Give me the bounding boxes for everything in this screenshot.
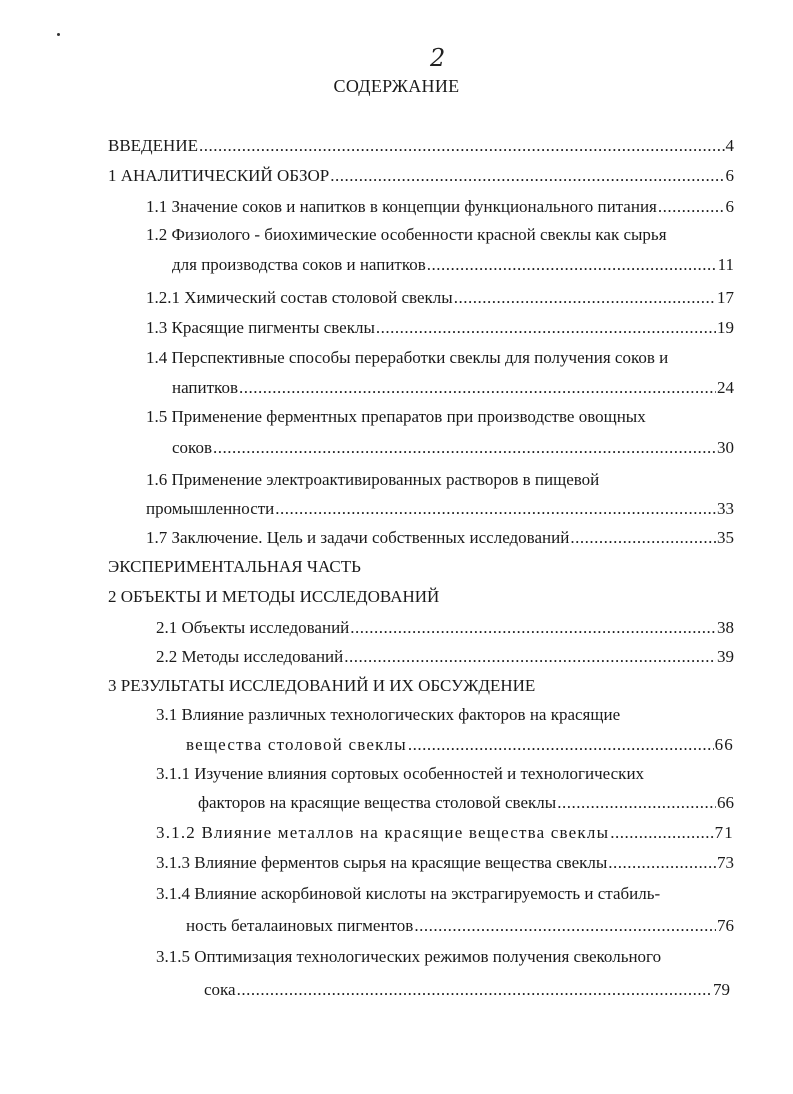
toc-entry-text: промышленности (146, 499, 275, 518)
toc-entry-1-6-line1[interactable]: 1.6 Применение электроактивированных растворов в пищевой (146, 470, 600, 489)
dot-leader (330, 165, 724, 187)
toc-entry-page: 24 (717, 378, 734, 397)
toc-entry-3-1-4-line1[interactable]: 3.1.4 Влияние аскорбиновой кислоты на экстрагируемость и стабиль- (156, 884, 661, 903)
toc-entry-chapter-2[interactable]: 2 ОБЪЕКТЫ И МЕТОДЫ ИССЛЕДОВАНИЙ (108, 587, 440, 606)
dot-leader (557, 792, 716, 814)
toc-entry-1-3[interactable] (146, 317, 734, 339)
toc-entry-1-5-line1[interactable]: 1.5 Применение ферментных препаратов при производстве овощных (146, 407, 646, 426)
toc-entry-2-2[interactable] (156, 646, 734, 668)
toc-entry-text: соков (172, 438, 212, 457)
toc-entry-page: 19 (717, 318, 734, 337)
toc-entry-page: 39 (717, 647, 734, 666)
toc-entry-1-2[interactable] (172, 254, 734, 276)
toc-entry-text: факторов на красящие вещества столовой свеклы (198, 793, 557, 812)
dot-leader (237, 979, 712, 1001)
dot-leader (570, 527, 716, 549)
toc-entry-text: 1.7 Заключение. Цель и задачи собственных исследований (146, 528, 570, 547)
toc-entry-page: 33 (717, 499, 734, 518)
toc-entry-1-4[interactable] (172, 377, 734, 399)
toc-entry-1-2-1[interactable] (146, 287, 734, 309)
toc-entry-chapter-1[interactable] (108, 165, 734, 187)
toc-entry-text: 1.3 Красящие пигменты свеклы (146, 318, 375, 337)
page-number: 2 (430, 44, 446, 72)
dot-leader (239, 377, 716, 399)
toc-entry-page: 73 (717, 853, 734, 872)
toc-entry-text: 1 АНАЛИТИЧЕСКИЙ ОБЗОР (108, 166, 330, 185)
toc-entry-3-1-3[interactable] (156, 852, 734, 874)
toc-entry-chapter-3[interactable]: 3 РЕЗУЛЬТАТЫ ИССЛЕДОВАНИЙ И ИХ ОБСУЖДЕНИЕ (108, 676, 536, 695)
dot-leader (610, 822, 713, 844)
toc-entry-text: напитков (172, 378, 238, 397)
toc-entry-page: 6 (725, 197, 734, 216)
dot-leader (454, 287, 716, 309)
toc-entry-page: 66 (714, 735, 734, 754)
dot-leader (199, 135, 725, 157)
toc-entry-text: 1.2.1 Химический состав столовой свеклы (146, 288, 453, 307)
toc-entry-text: для производства соков и напитков (172, 255, 426, 274)
toc-entry-text: вещества столовой свеклы (186, 735, 407, 754)
dot-leader (608, 852, 716, 874)
toc-entry-page: 4 (725, 136, 734, 155)
toc-entry-3-1-4[interactable] (186, 915, 734, 937)
toc-entry-page: 76 (717, 916, 734, 935)
dot-leader (658, 196, 725, 218)
dot-leader (408, 734, 714, 756)
toc-entry-page: 17 (717, 288, 734, 307)
toc-entry-text: ность беталаиновых пигментов (186, 916, 414, 935)
toc-entry-1-1[interactable] (146, 196, 734, 218)
dot-leader (344, 646, 716, 668)
dot-leader (376, 317, 716, 339)
dot-leader (275, 498, 716, 520)
toc-entry-3-1[interactable] (186, 734, 734, 756)
toc-entry-page: 6 (725, 166, 734, 185)
toc-entry-1-6[interactable] (146, 498, 734, 520)
toc-entry-page: 71 (714, 823, 734, 842)
dot-leader (427, 254, 717, 276)
toc-entry-3-1-1[interactable] (198, 792, 734, 814)
toc-entry-page: 35 (717, 528, 734, 547)
toc-entry-text: 2.1 Объекты исследований (156, 618, 350, 637)
toc-entry-text: 1.1 Значение соков и напитков в концепции функционального питания (146, 197, 657, 216)
dot-leader (213, 437, 716, 459)
toc-entry-page: 38 (717, 618, 734, 637)
toc-entry-text: сока (204, 980, 236, 999)
toc-entry-3-1-5-line1[interactable]: 3.1.5 Оптимизация технологических режимов получения свекольного (156, 947, 662, 966)
toc-entry-text: 3.1.3 Влияние ферментов сырья на красящие вещества свеклы (156, 853, 608, 872)
scan-speck (57, 33, 60, 36)
toc-entry-3-1-1-line1[interactable]: 3.1.1 Изучение влияния сортовых особенностей и технологических (156, 764, 645, 783)
page-title: СОДЕРЖАНИЕ (333, 76, 460, 96)
toc-entry-page: 11 (717, 255, 734, 274)
toc-entry-page: 79 (713, 980, 730, 999)
toc-entry-3-1-5[interactable] (204, 979, 730, 1001)
toc-entry-3-1-line1[interactable]: 3.1 Влияние различных технологических факторов на красящие (156, 705, 621, 724)
toc-entry-1-5[interactable] (172, 437, 734, 459)
toc-entry-introduction[interactable] (108, 135, 734, 157)
toc-entry-2-1[interactable] (156, 617, 734, 639)
toc-section-experimental[interactable]: ЭКСПЕРИМЕНТАЛЬНАЯ ЧАСТЬ (108, 557, 361, 576)
toc-entry-1-4-line1[interactable]: 1.4 Перспективные способы переработки свеклы для получения соков и (146, 348, 669, 367)
dot-leader (350, 617, 716, 639)
toc-entry-1-7[interactable] (146, 527, 734, 549)
toc-entry-text: ВВЕДЕНИЕ (108, 136, 198, 155)
toc-entry-text: 2.2 Методы исследований (156, 647, 344, 666)
toc-entry-1-2-line1[interactable]: 1.2 Физиолого - биохимические особенности красной свеклы как сырья (146, 225, 667, 244)
dot-leader (414, 915, 716, 937)
toc-entry-3-1-2[interactable] (156, 822, 734, 844)
toc-entry-page: 66 (717, 793, 734, 812)
toc-entry-page: 30 (717, 438, 734, 457)
toc-entry-text: 3.1.2 Влияние металлов на красящие вещества свеклы (156, 823, 610, 842)
